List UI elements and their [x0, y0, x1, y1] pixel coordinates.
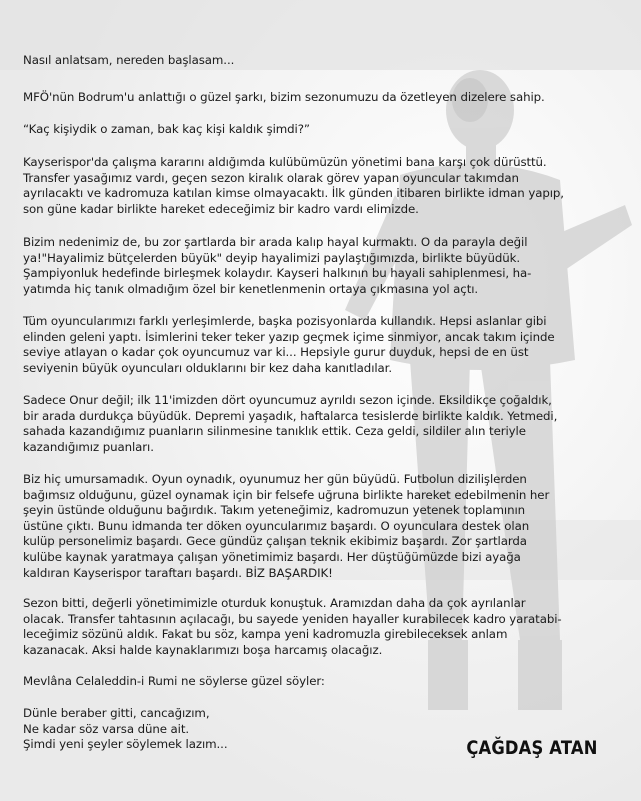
paragraph-opening: Nasıl anlatsam, nereden başlasam... [23, 53, 235, 67]
paragraph-players: Tüm oyuncularımızı farklı yerleşimlerde, başka pozisyonlarda kullandık. Hepsi aslanlar gibi elinden geleni yaptı. İsimlerini teker teker yazıp geçmek içime sinmiyor, ancak takım içinde seviye atlayan o kadar çok oyuncumuz var ki... Hepsiyle gurur duyduk, hepsi de en üst seviyenin büyük oyuncuları olduklarını bir kez daha kanıtladılar. [23, 314, 555, 375]
signature: ÇAĞDAŞ ATAN [466, 737, 598, 759]
paragraph-rumi-intro: Mevlâna Celaleddin-i Rumi ne söylerse güzel söyler: [23, 674, 325, 688]
paragraph-management: Kayserispor'da çalışma kararını aldığımda kulübümüzün yönetimi bana karşı çok dürüsttü. Transfer yasağımız vardı, geçen sezon kiralık olarak görev yapan oyuncular takımdan ayrılacaktı ve kadromuza katılan kimse olmayacaktı. İlk günden itibaren birlikte idman yapıp, son güne kadar birlikte hareket edeceğimiz bir kadro vardı elimizde. [23, 155, 564, 216]
paragraph-losses: Sadece Onur değil; ilk 11'imizden dört oyuncumuz ayrıldı sezon içinde. Eksildikçe çoğaldık, bir arada durdukça büyüdük. Depremi yaşadık, haftalarca tesislerde birlikte kaldık. Yetmedi, sahada kazandığımız puanların silinmesine tanıklık ettik. Ceza geldi, sildiler alın teriyle kazandığımız puanları. [23, 393, 558, 454]
paragraph-song-intro: MFÖ'nün Bodrum'u anlattığı o güzel şarkı, bizim sezonumuzu da özetleyen dizelere sahip. [23, 90, 545, 104]
paragraph-dream: Bizim nedenimiz de, bu zor şartlarda bir arada kalıp hayal kurmaktı. O da parayla değil ya!"Hayalimiz bütçelerden büyük" deyip hayalimizi paylaştığımızda, birlikte büyüdük. Şampiyonluk hedefinde birleşmek kolaydır. Kayseri halkının bu hayali sahiplenmesi, ha- yatımda hiç tanık olmadığım özel bir kenetlenmenin ortaya çıkmasına yol açtı. [23, 235, 532, 296]
paragraph-success: Biz hiç umursamadık. Oyun oynadık, oyunumuz her gün büyüdü. Futbolun dizilişlerden bağımsız olduğunu, güzel oynamak için bir felsefe uğruna birlikte hareket edebilmenin her şeyin üstünde olduğunu bağırdık. Takım yeteneğimiz, kadromuzun yetenek toplamının üstüne çıktı. Bunu idmanda ter döken oyuncularımız başardı. O oyunculara destek olan kulüp personelimiz başardı. Gece gündüz çalışan teknik ekibimiz başardı. Zor şartlarda kulübe kaynak yaratmaya çalışan yönetimimiz başardı. Her düştüğümüzde bizi ayağa kaldıran Kayserispor taraftarı başardı. BİZ BAŞARDIK! [23, 472, 550, 580]
paragraph-rumi-poem: Dünle beraber gitti, cancağızım, Ne kadar söz varsa düne ait. Şimdi yeni şeyler söylemek lazım... [23, 706, 228, 752]
paragraph-song-quote: “Kaç kişiydik o zaman, bak kaç kişi kaldık şimdi?” [23, 122, 310, 136]
paragraph-season-end: Sezon bitti, değerli yönetimimizle oturduk konuştuk. Aramızdan daha da çok ayrılanlar olacak. Transfer tahtasının açılacağı, bu sayede yeniden hayaller kurabilecek kadro yaratabi- leceğimiz sözünü aldık. Fakat bu söz, kampa yeni kadromuzla girebileceksek anlam kazanacak. Aksi halde kaynaklarımızı boşa harcamış olacağız. [23, 596, 562, 657]
